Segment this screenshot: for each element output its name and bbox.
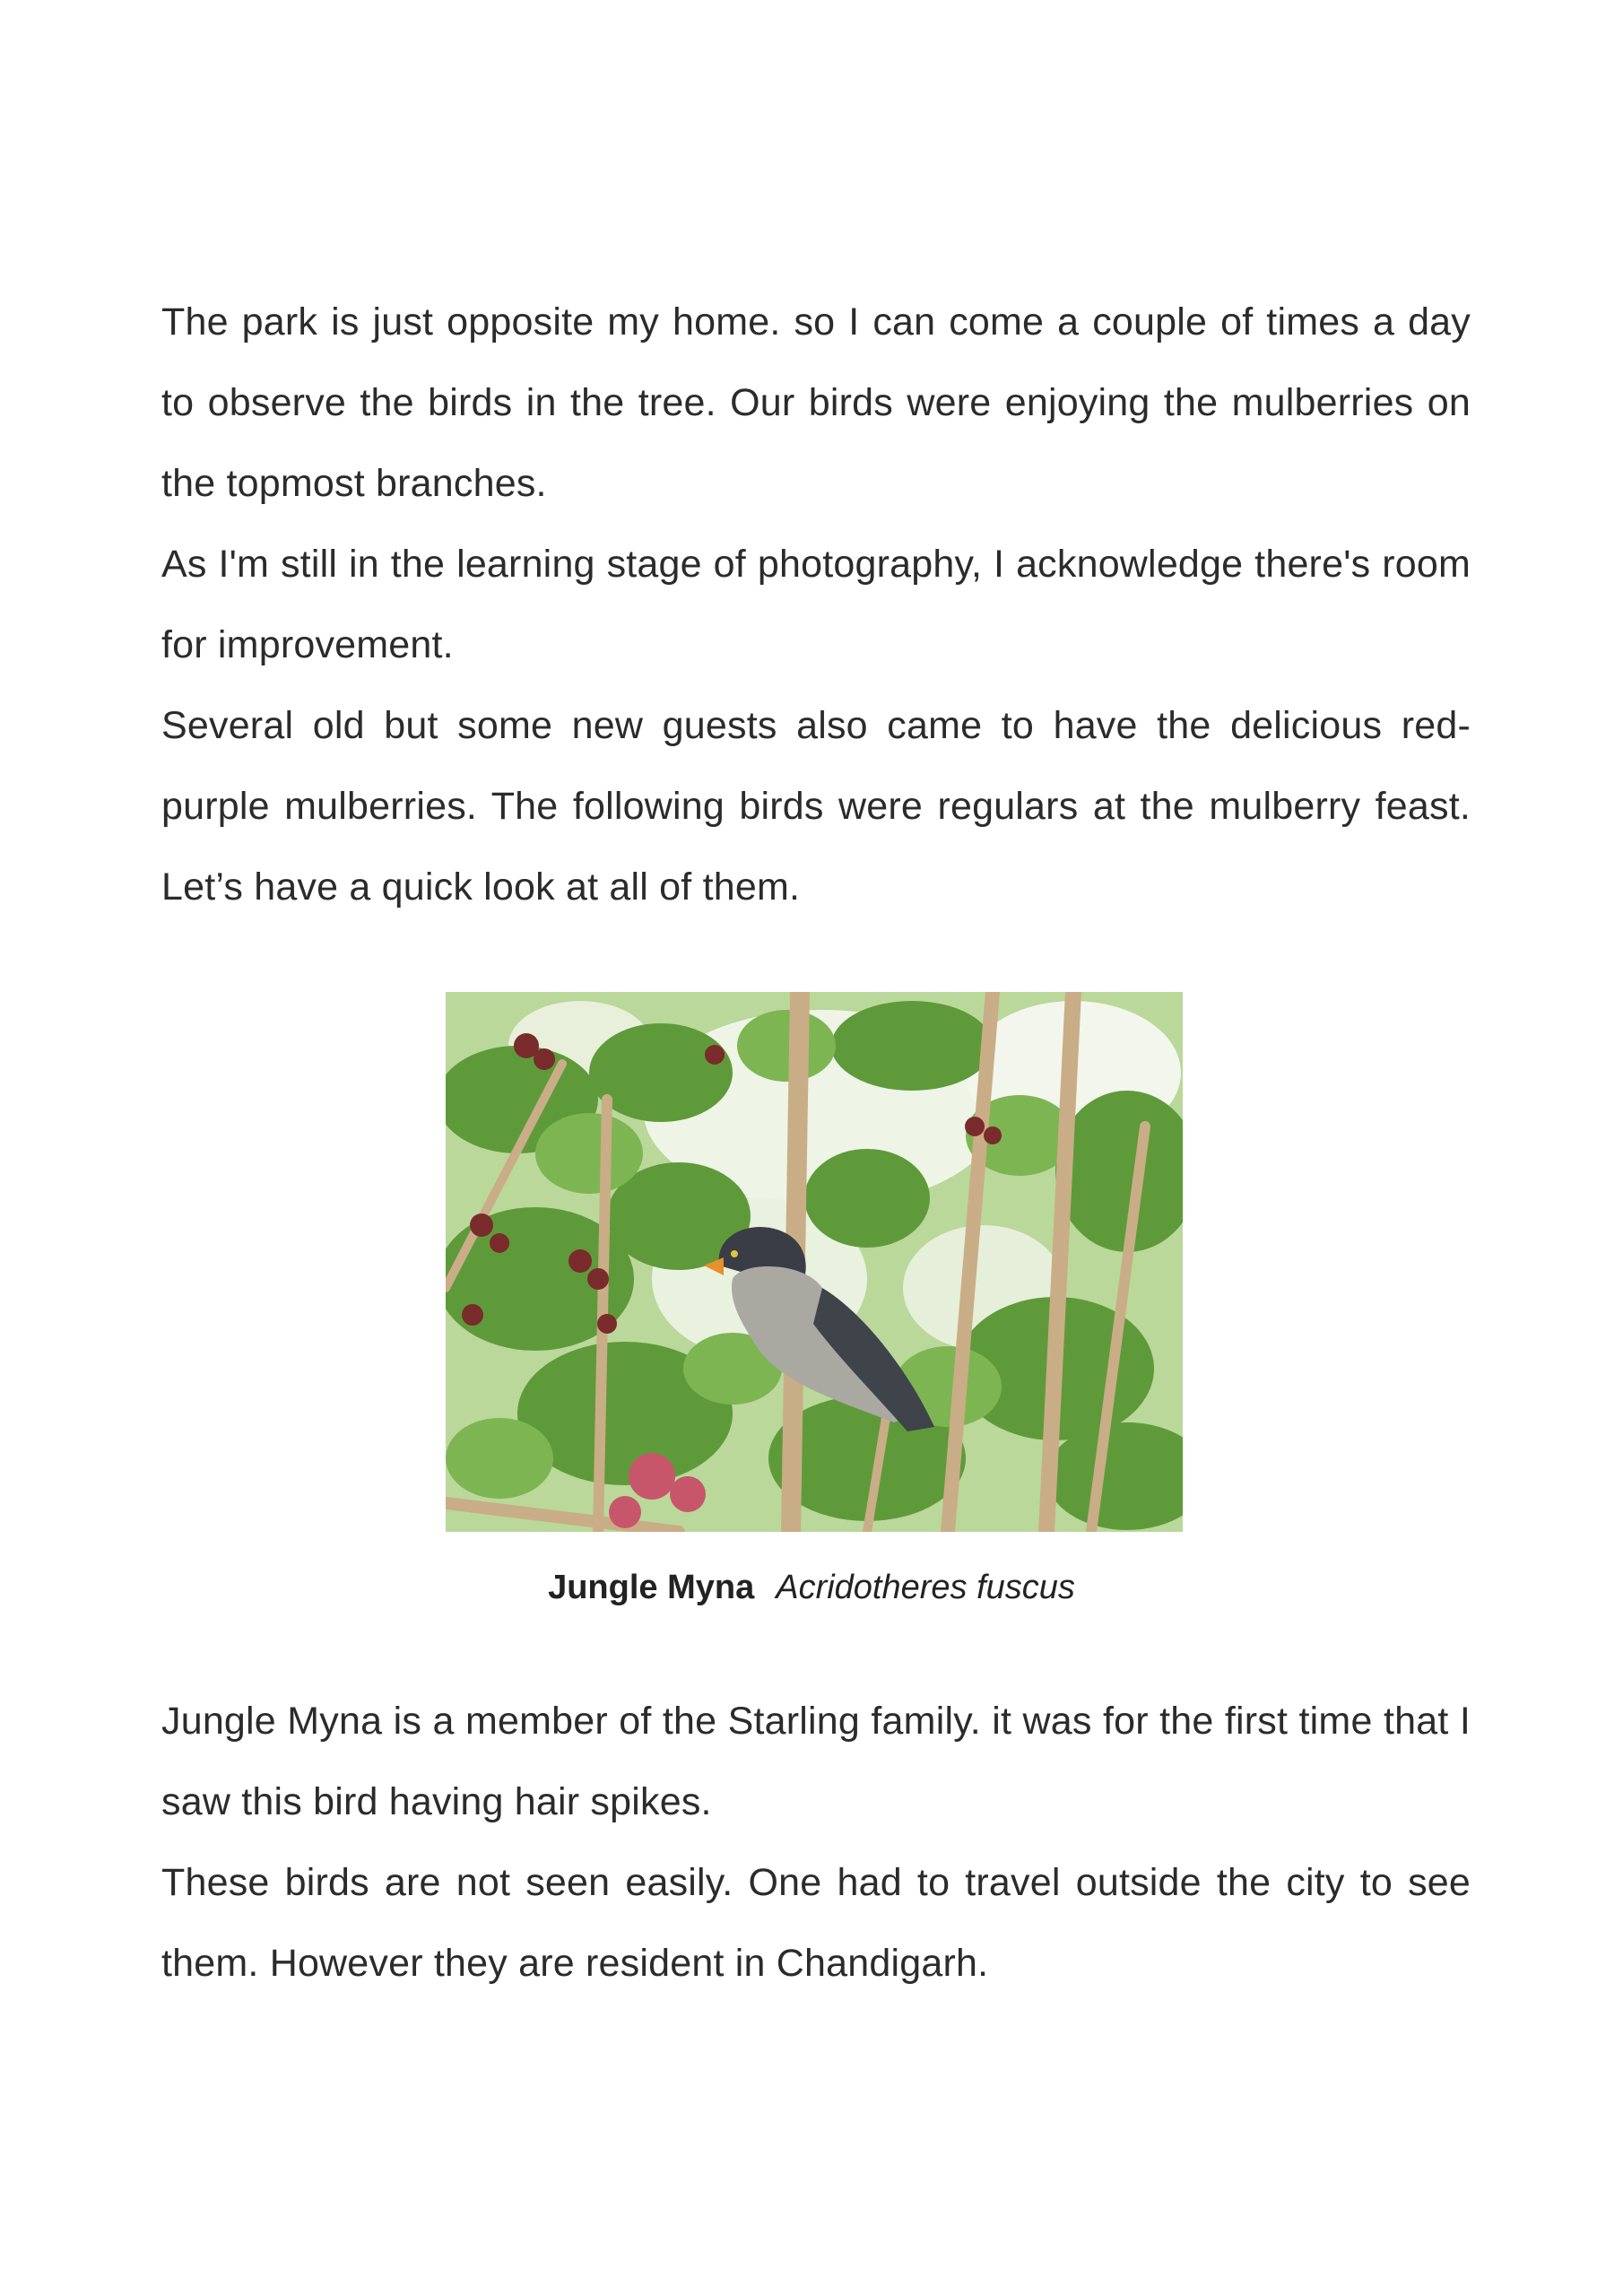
paragraph-photography-note: As I'm still in the learning stage of photography, I acknowledge there's room for improvement. (161, 543, 1471, 666)
paragraph-guests: Several old but some new guests also came to have the delicious red-purple mulberries. The following birds were regulars at the mulberry feast. Let’s have a quick look at all of them. (161, 704, 1471, 909)
paragraph-jungle-myna: Jungle Myna is a member of the Starling family. it was for the first time that I saw this bird having hair spikes. (161, 1700, 1471, 1823)
paragraph-jungle-myna-residence: These birds are not seen easily. One had to travel outside the city to see them. However they are resident in Chandigarh. (161, 1861, 1471, 1985)
jungle-myna-photo (446, 992, 1183, 1532)
caption-scientific-name: Acridotheres fuscus (776, 1569, 1075, 1606)
photo-caption (0, 1565, 1623, 1610)
paragraph-intro: The park is just opposite my home. so I can come a couple of times a day to observe the birds in the tree. Our birds were enjoying the mulberries on the topmost branches. (161, 300, 1471, 505)
caption-common-name: Jungle Myna (548, 1569, 755, 1606)
